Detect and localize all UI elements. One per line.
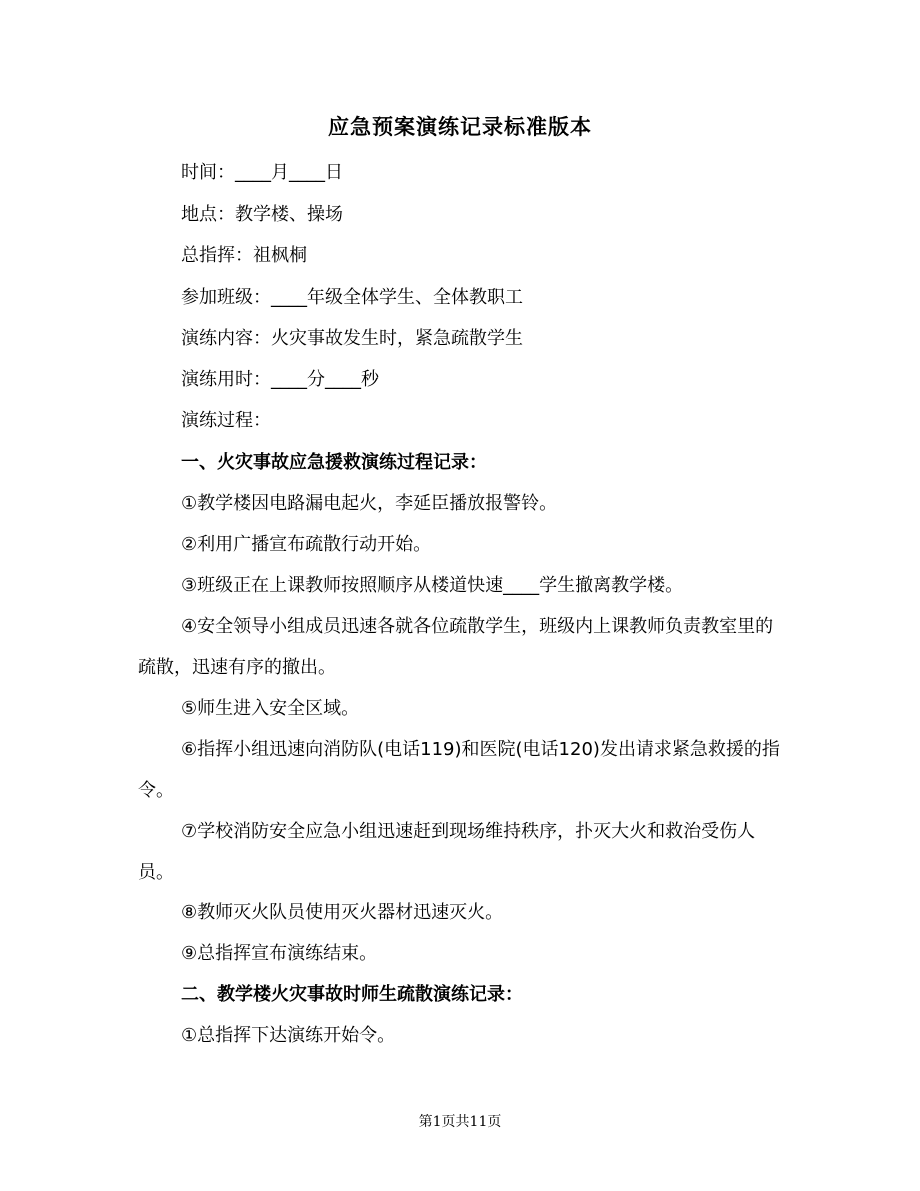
list-item: ②利用广播宣布疏散行动开始。 (181, 534, 432, 555)
field-participants: 参加班级：____年级全体学生、全体教职工 (181, 287, 523, 308)
field-process: 演练过程： (181, 410, 271, 431)
list-item: ⑧教师灭火队员使用灭火器材迅速灭火。 (181, 902, 504, 923)
field-location: 地点：教学楼、操场 (181, 204, 343, 225)
page-footer: 第1页共11页 (418, 1114, 502, 1130)
section-heading-1: 一、火灾事故应急援救演练过程记录： (181, 452, 487, 473)
field-time: 时间：____月____日 (181, 162, 343, 183)
document-title: 应急预案演练记录标准版本 (328, 115, 592, 139)
field-content: 演练内容：火灾事故发生时，紧急疏散学生 (181, 328, 523, 349)
list-item: ①总指挥下达演练开始令。 (181, 1025, 396, 1046)
list-item: ⑤师生进入安全区域。 (181, 698, 360, 719)
section-heading-2: 二、教学楼火灾事故时师生疏散演练记录： (181, 984, 523, 1005)
list-item: ④安全领导小组成员迅速各就各位疏散学生，班级内上课教师负责教室里的疏散，迅速有序的撤出。 (138, 616, 774, 678)
list-item: ⑥指挥小组迅速向消防队(电话119)和医院(电话120)发出请求紧急救援的指令。 (138, 739, 780, 801)
field-commander: 总指挥：祖枫桐 (181, 245, 307, 266)
field-duration: 演练用时：____分____秒 (181, 369, 379, 390)
list-item: ⑨总指挥宣布演练结束。 (181, 943, 378, 964)
list-item: ⑦学校消防安全应急小组迅速赶到现场维持秩序，扑灭大火和救治受伤人员。 (138, 821, 756, 883)
list-item: ①教学楼因电路漏电起火，李延臣播放报警铃。 (181, 493, 558, 514)
list-item: ③班级正在上课教师按照顺序从楼道快速____学生撤离教学楼。 (181, 575, 684, 596)
